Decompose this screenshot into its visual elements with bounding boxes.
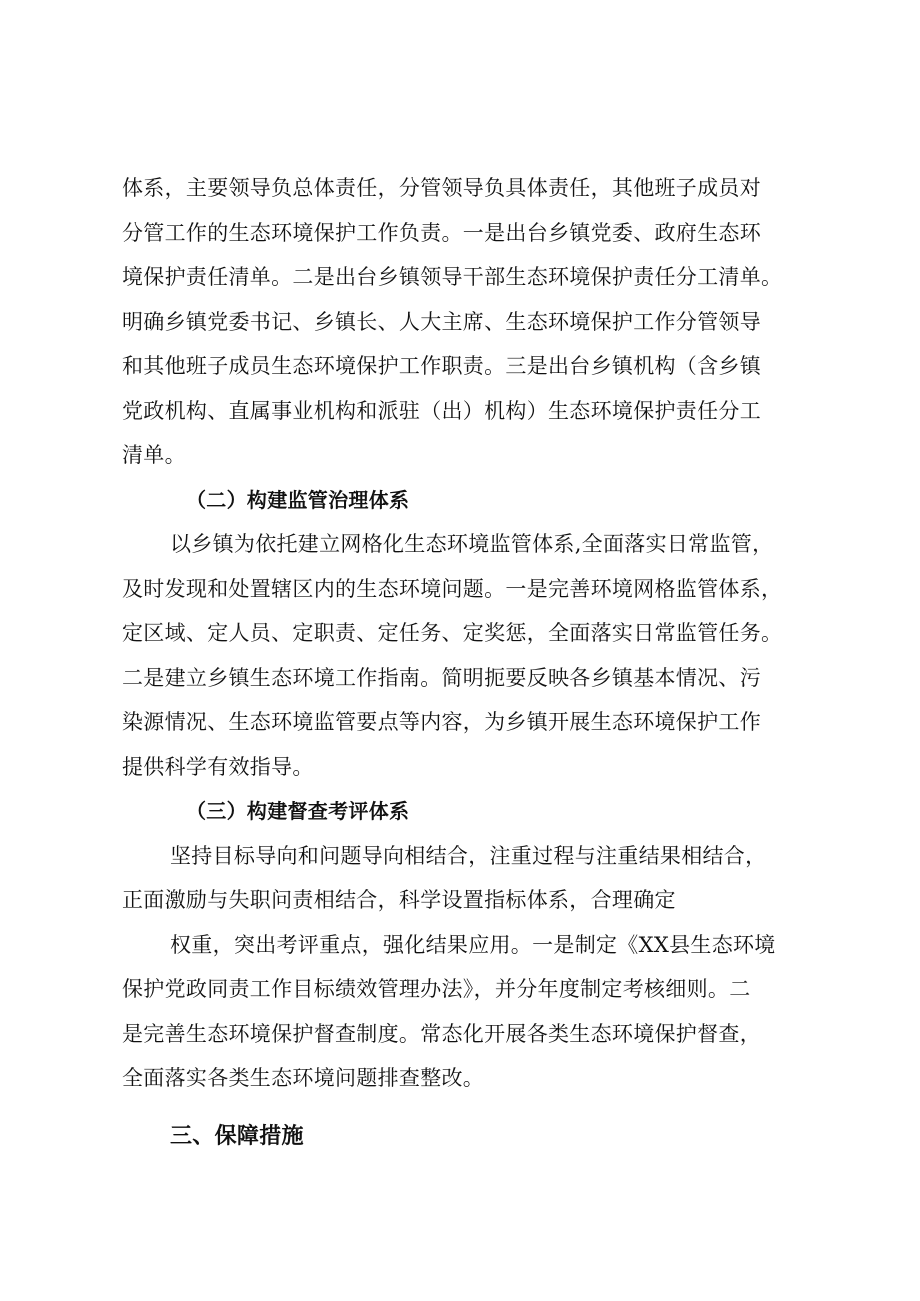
paragraph-line: 及时发现和处置辖区内的生态环境问题。一是完善环境网格监管体系， <box>122 576 783 601</box>
paragraph-line: 权重，突出考评重点，强化结果应用。一是制定《XX县生态环境 <box>170 932 776 957</box>
paragraph-line: 提供科学有效指导。 <box>122 754 314 779</box>
paragraph-line: 全面落实各类生态环境问题排查整改。 <box>122 1066 485 1090</box>
paragraph-line: 保护党政同责工作目标绩效管理办法》，并分年度制定考核细则。二 <box>122 977 751 1001</box>
paragraph-line: 坚持目标导向和问题导向相结合，注重过程与注重结果相结合， <box>170 843 767 868</box>
paragraph-line: 境保护责任清单。二是出台乡镇领导干部生态环境保护责任分工清单。 <box>122 265 783 289</box>
paragraph-line: 正面激励与失职问责相结合，科学设置指标体系，合理确定 <box>122 888 676 912</box>
subheading-monitoring-system: （二）构建监管治理体系 <box>186 487 410 512</box>
document-body <box>122 166 822 1159</box>
paragraph-line: 体系，主要领导负总体责任，分管领导负具体责任，其他班子成员对 <box>122 176 761 200</box>
paragraph-line: 清单。 <box>122 443 186 467</box>
paragraph-line: 二是建立乡镇生态环境工作指南。简明扼要反映各乡镇基本情况、污 <box>122 665 761 690</box>
paragraph-line: 党政机构、直属事业机构和派驻（出）机构）生态环境保护责任分工 <box>122 398 761 423</box>
paragraph-line: 分管工作的生态环境保护工作负责。一是出台乡镇党委、政府生态环 <box>122 220 761 245</box>
paragraph-line: 染源情况、生态环境监管要点等内容，为乡镇开展生态环境保护工作 <box>122 710 761 734</box>
paragraph-line: 是完善生态环境保护督查制度。常态化开展各类生态环境保护督查， <box>122 1021 761 1046</box>
section-heading-safeguards: 三、保障措施 <box>170 1123 304 1149</box>
subheading-evaluation-system: （三）构建督查考评体系 <box>186 799 410 823</box>
paragraph-line: 定区域、定人员、定职责、定任务、定奖惩，全面落实日常监管任务。 <box>122 621 783 645</box>
paragraph-line: 和其他班子成员生态环境保护工作职责。三是出台乡镇机构（含乡镇 <box>122 354 761 378</box>
paragraph-line: 以乡镇为依托建立网格化生态环境监管体系,全面落实日常监管， <box>170 532 774 556</box>
paragraph-line: 明确乡镇党委书记、乡镇长、人大主席、生态环境保护工作分管领导 <box>122 309 761 334</box>
